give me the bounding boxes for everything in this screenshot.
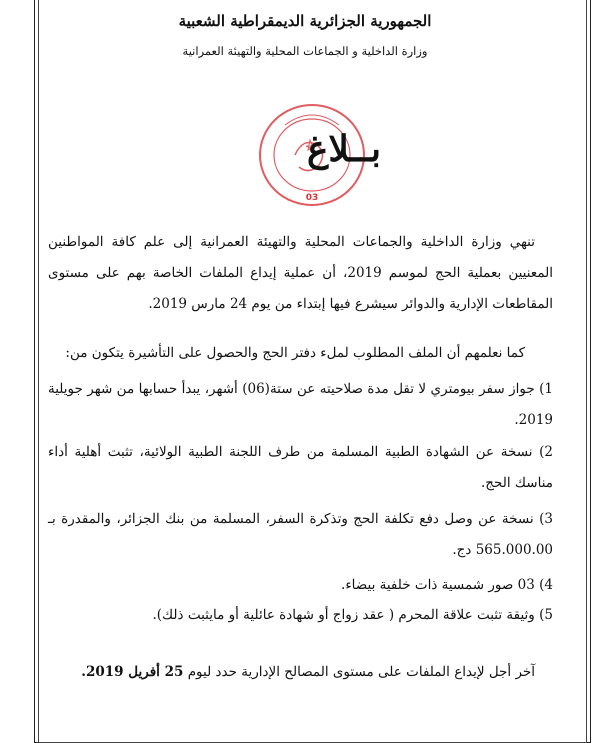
list-item-text: 03 صور شمسية ذات خلفية بيضاء. (341, 577, 535, 593)
list-item-text: جواز سفر بيومتري لا تقل مدة صلاحيته عن ستة(06) أشهر، يبدأ حسابها من شهر جويلية 2019. (48, 381, 553, 428)
list-intro: كما نعلمهم أن الملف المطلوب لملء دفتر الحج والحصول على التأشيرة يتكون من: (65, 345, 525, 361)
deadline-prefix: آخر أجل لإيداع الملفات على مستوى المصالح الإدارية حدد ليوم (183, 664, 535, 680)
list-item-text: وثيقة تثبت علاقة المحرم ( عقد زواج أو شهادة عائلية أو مايثبت ذلك). (152, 607, 535, 623)
list-item (48, 504, 553, 566)
list-item-text: نسخة عن الشهادة الطبية المسلمة من طرف اللجنة الطبية الولائية، تثبت أهلية أداء مناسك الحج. (48, 444, 553, 491)
list-item (48, 570, 553, 601)
document (45, 0, 565, 734)
list-item (48, 600, 553, 631)
list-item-number: 3) (539, 511, 554, 527)
announcement-title: بــلاغ (306, 128, 382, 170)
list-item (48, 374, 553, 436)
list-item-text: نسخة عن وصل دفع تكلفة الحج وتذكرة السفر، المسلمة من بنك الجزائر، والمقدرة بـ 565.000.00 دج. (48, 511, 553, 558)
deadline-date: 25 أفريل 2019. (81, 664, 184, 680)
ministry-header: وزارة الداخلية و الجماعات المحلية والتهيئة العمرانية (182, 44, 428, 58)
deadline-notice (55, 657, 535, 687)
list-item-number: 4) (539, 577, 553, 593)
list-item-number: 2) (539, 444, 554, 460)
list-item-number: 5) (539, 607, 553, 623)
seal-number: 03 (305, 193, 319, 203)
list-item-number: 1) (539, 381, 553, 397)
intro-paragraph: تنهي وزارة الداخلية والجماعات المحلية والتهيئة العمرانية إلى علم كافة المواطنين المعنيين بعملية الحج لموسم 2019، أن عملية إيداع الملفات الخاصة بهم على مستوى المقاطعات الإدارية والدوائر سيشرع فيها إبتداء من يوم 24 مارس 2019. (48, 234, 553, 312)
republic-header: الجمهورية الجزائرية الديمقراطية الشعبية (178, 12, 432, 30)
list-item (48, 437, 553, 499)
